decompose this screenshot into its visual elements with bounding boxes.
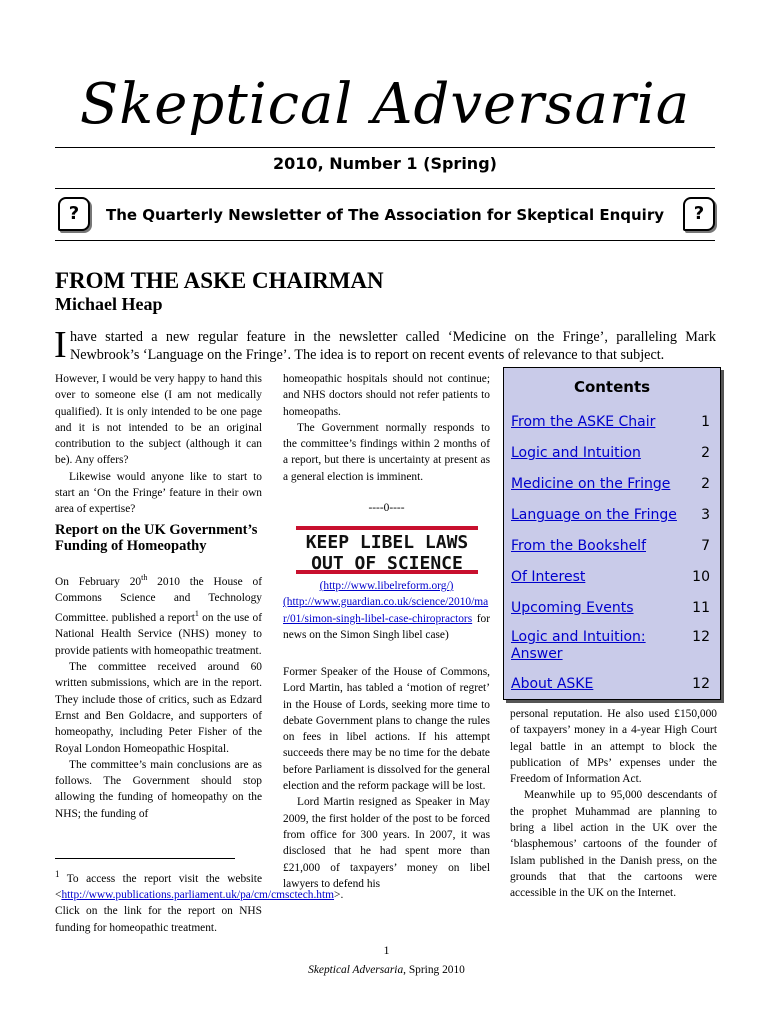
footnote-link[interactable]: http://www.publications.parliament.uk/pa/cm/cmsctech.htm [61, 889, 335, 902]
libelreform-link[interactable]: (http://www.libelreform.org/) [319, 580, 454, 592]
paragraph: The committee’s main conclusions are as follows. The Government should stop allowing the funding of homeopathy on the NHS; the funding of [55, 758, 262, 820]
article-heading: FROM THE ASKE CHAIRMAN [55, 268, 384, 293]
footnote-ref[interactable]: 1 [194, 609, 199, 619]
toc-item[interactable]: Logic and Intuition: Answer 12 [511, 629, 710, 662]
masthead-rule-bottom [55, 240, 715, 241]
paragraph: personal reputation. He also used £150,000 of taxpayers’ money in a 4-year High Court legal battle in an attempt to block the publication of MPs’ expenses under the Freedom of Information Act. [510, 708, 717, 786]
lead-paragraph: have started a new regular feature in the newsletter called ‘Medicine on the Fringe’, paralleling Mark Newbrook’s ‘Language on the Fringe’. The idea is to report on recent events of relevance to that subject. [70, 329, 716, 363]
article-author: Michael Heap [55, 294, 163, 314]
paragraph: Lord Martin resigned as Speaker in May 2009, the first holder of the post to be forced from office for 300 years. In 2007, it was disclosed that he had spent more than £21,000 of taxpayers’ money on libel lawyers to defend his [283, 796, 490, 890]
paragraph: The Government normally responds to the committee’s findings within 2 months of a report, but there is uncertainty at present as a general election is imminent. [283, 421, 490, 483]
paragraph: homeopathic hospitals should not continue; and NHS doctors should not refer patients to homeopaths. [283, 373, 490, 418]
tagline: The Quarterly Newsletter of The Association for Skeptical Enquiry [106, 206, 664, 224]
paragraph: The committee received around 60 written submissions, which are in the report. They include those of critics, such as Edzard Ernst and Ben Goldacre, and supporters of homeopathy, including Peter Fisher of the Royal London Homeopathic Hospital. [55, 661, 262, 755]
guardian-link[interactable]: (http://www.guardian.co.uk/science/2010/mar/01/simon-singh-libel-case-chiropractors [283, 596, 489, 625]
toc-item[interactable]: About ASKE 12 [511, 676, 710, 692]
page-number: 1 [383, 943, 390, 957]
footnote: $^1$ To access the report visit the website <http://www.publications.parliament.uk/pa/cm/cmsctech.htm>. Click on the link for the report on NHS funding for homeopathic treatment. [55, 869, 344, 934]
contents-title: Contents [573, 378, 651, 396]
newsletter-title: Skeptical Adversaria [79, 72, 691, 137]
column-2-top [283, 371, 490, 485]
column-1-body [55, 570, 262, 822]
toc-item[interactable]: Medicine on the Fringe 2 [511, 476, 710, 492]
drop-cap: I [54, 324, 67, 366]
page-footer: Skeptical Adversaria, Spring 2010 [308, 964, 465, 976]
column-2-links: (http://www.libelreform.org/) (http://www.guardian.co.uk/science/2010/mar/01/simon-singh-libel-case-chiropractors for news on the Simon Singh libel case) [283, 580, 490, 641]
toc-item[interactable]: Of Interest 10 [511, 569, 710, 585]
toc-item[interactable]: Logic and Intuition 2 [511, 445, 710, 461]
question-mark-icon: ? [58, 197, 90, 231]
column-2-body [283, 664, 490, 892]
section-subheading: Report on the UK Government’s Funding of Homeopathy [55, 522, 258, 554]
toc-item[interactable]: From the Bookshelf 7 [511, 538, 710, 554]
question-mark-icon: ? [683, 197, 715, 231]
section-separator: ----0---- [368, 502, 405, 514]
toc-item[interactable]: From the ASKE Chair 1 [511, 414, 710, 430]
issue-line: 2010, Number 1 (Spring) [273, 154, 497, 173]
column-3-body [510, 706, 717, 902]
banner-line: OUT OF SCIENCE [311, 553, 463, 574]
column-1-top [55, 371, 262, 518]
libel-campaign-banner[interactable] [296, 526, 478, 574]
masthead-rule-top [55, 147, 715, 148]
paragraph: Likewise would anyone like to start to start an ‘On the Fringe’ feature in their own area of expertise? [55, 470, 262, 516]
banner-line: KEEP LIBEL LAWS [305, 532, 469, 553]
toc-item[interactable]: Upcoming Events 11 [511, 600, 710, 616]
toc-item[interactable]: Language on the Fringe 3 [511, 507, 710, 523]
masthead-rule-mid [55, 188, 715, 189]
paragraph: Former Speaker of the House of Commons, Lord Martin, has tabled a ‘motion of regret’ in the House of Lords, seeking more time to debate Government plans to change the rules on fees in libel actions. If his attempt succeeds there may be no time for the debate before Parliament is dissolved for the general election and the reform package will be lost. [283, 666, 490, 793]
contents-box [503, 367, 721, 700]
paragraph: On February 20th 2010 the House of Commons Science and Technology Committee. published a report$^1$ on the use of National Health Service (NHS) money to provide patients with homeopathic treatment. [55, 573, 262, 657]
paragraph: However, I would be very happy to hand this over to someone else (I am not medically qualified). It is only intended to be one page and it is not intended to be an original contribution to the subject (although it can be). Any offers? [55, 373, 262, 467]
footnote-rule [55, 858, 235, 859]
paragraph: Meanwhile up to 95,000 descendants of the prophet Muhammad are planning to bring a libel action in the UK over the ‘blasphemous’ cartoons of the founder of Islam published in the Danish press, on the grounds that that the cartoons were accessible in the UK on the Internet. [510, 789, 717, 900]
